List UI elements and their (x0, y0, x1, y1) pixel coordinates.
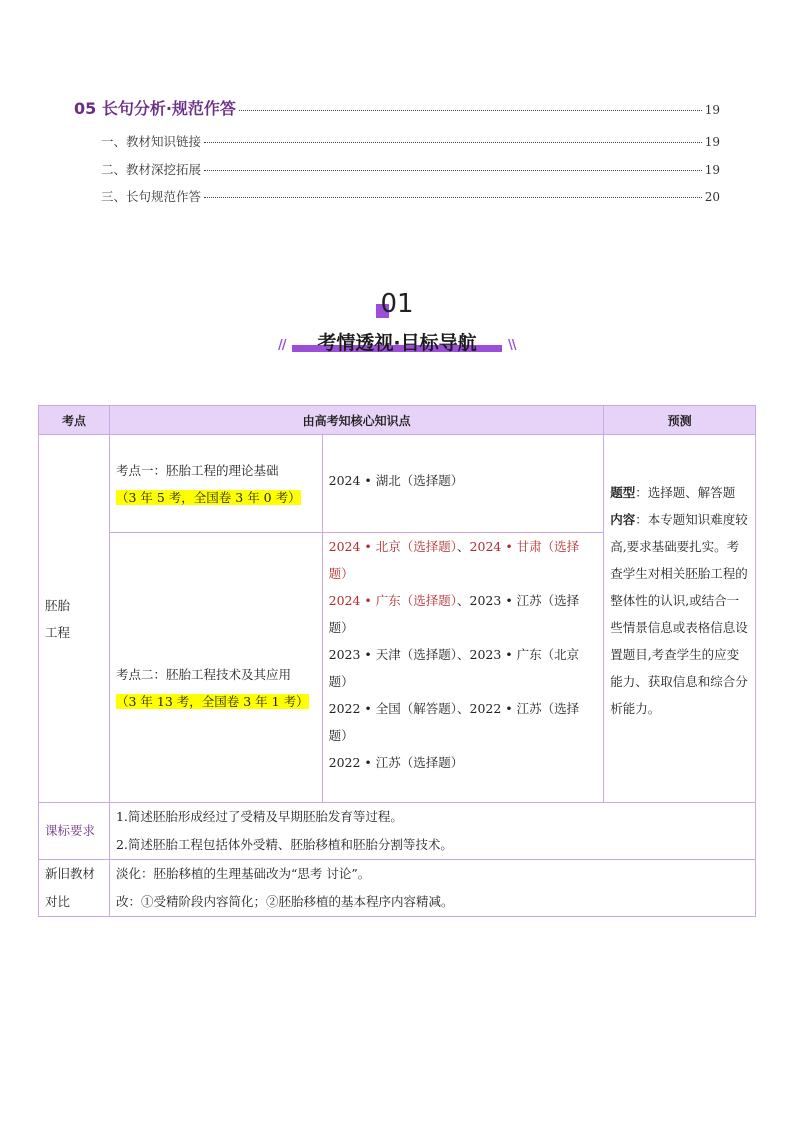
toc-sub-title: 一、教材知识链接 (101, 134, 202, 149)
topic2-stat: （3 年 13 考，全国卷 3 年 1 考） (115, 693, 309, 709)
prediction-content-label: 内容 (610, 512, 636, 527)
topic2-year: 、2023 • 江苏（选择题） (328, 593, 580, 635)
toc-sub-entry[interactable] (101, 160, 720, 178)
topic2-year-red: 2024 • 甘肃（选择题） (328, 539, 580, 581)
prediction-type-label: 题型 (610, 485, 636, 500)
topic2-year: 2022 • 江苏（选择题） (328, 755, 464, 770)
compare-item: 淡化：胚胎移植的生理基础改为“思考 讨论”。 (115, 866, 371, 881)
exam-overview-table (38, 405, 756, 917)
section-deco-left: // (278, 338, 286, 353)
topic2-year: 2022 • 全国（解答题）、2022 • 江苏（选择题） (328, 701, 580, 743)
toc-sub-entry[interactable] (101, 187, 720, 205)
toc-leader-dots (204, 142, 702, 143)
topic2-title: 考点二：胚胎工程技术及其应用 (115, 666, 291, 682)
table-row (39, 435, 756, 533)
table-row (39, 860, 756, 917)
toc-sub-title: 二、教材深挖拓展 (101, 162, 202, 177)
section-deco-right: \\ (508, 338, 516, 353)
toc-sub-page: 20 (704, 190, 720, 204)
requirements-cell (109, 803, 755, 860)
topic1-stat: （3 年 5 考，全国卷 3 年 0 考） (115, 489, 301, 505)
category-text: 胚胎工程 (45, 597, 71, 640)
topic2-years-cell (322, 533, 604, 803)
category-cell (39, 435, 110, 803)
topic2-year-sep: 、 (457, 539, 470, 554)
header-cell-knowledge: 由高考知核心知识点 (109, 406, 603, 435)
toc-sub-page: 19 (704, 135, 720, 149)
toc-main-entry[interactable] (74, 96, 720, 119)
toc-leader-dots (204, 170, 702, 171)
prediction-type-text: ：选择题、解答题 (635, 485, 736, 500)
requirement-item: 2.简述胚胎工程包括体外受精、胚胎移植和胚胎分割等技术。 (115, 837, 453, 852)
header-cell-prediction: 预测 (604, 406, 756, 435)
section-title: 考情透视·目标导航 (317, 332, 477, 354)
toc-main-page: 19 (704, 103, 720, 117)
toc-main-title: 05 长句分析·规范作答 (74, 99, 236, 118)
requirement-item: 1.简述胚胎形成经过了受精及早期胚胎发育等过程。 (115, 809, 403, 824)
topic1-years-cell (322, 435, 604, 533)
toc-sub-title: 三、长句规范作答 (101, 189, 202, 204)
header-cell-topic: 考点 (39, 406, 110, 435)
toc-leader-dots (239, 110, 702, 111)
compare-label-cell (39, 860, 110, 917)
prediction-content-text: ：本专题知识难度较高,要求基础要扎实。考查学生对相关胚胎工程的整体性的认识,或结合一些情景信息或表格信息设置题目,考查学生的应变能力、获取信息和综合分析能力。 (610, 512, 748, 716)
table-header-row (39, 406, 756, 435)
topic1-cell (109, 435, 322, 533)
compare-item: 改：①受精阶段内容简化；②胚胎移植的基本程序内容精减。 (115, 894, 454, 909)
section-number-text: 01 (380, 289, 414, 319)
requirements-label: 课标要求 (39, 803, 110, 860)
toc-sub-page: 19 (704, 163, 720, 177)
table-row (39, 803, 756, 860)
toc-sub-entry[interactable] (101, 132, 720, 150)
topic2-year-red: 2024 • 北京（选择题） (328, 539, 458, 554)
topic1-years: 2024 • 湖北（选择题） (328, 473, 464, 488)
section-number (0, 289, 794, 319)
topic2-cell (109, 533, 322, 803)
topic1-title: 考点一：胚胎工程的理论基础 (115, 462, 279, 478)
toc-leader-dots (204, 197, 702, 198)
topic2-year: 2023 • 天津（选择题）、2023 • 广东（北京题） (328, 647, 580, 689)
compare-cell (109, 860, 755, 917)
compare-label: 新旧教材对比 (45, 866, 96, 909)
topic2-year-red: 2024 • 广东（选择题） (328, 593, 458, 608)
prediction-cell (604, 435, 756, 803)
